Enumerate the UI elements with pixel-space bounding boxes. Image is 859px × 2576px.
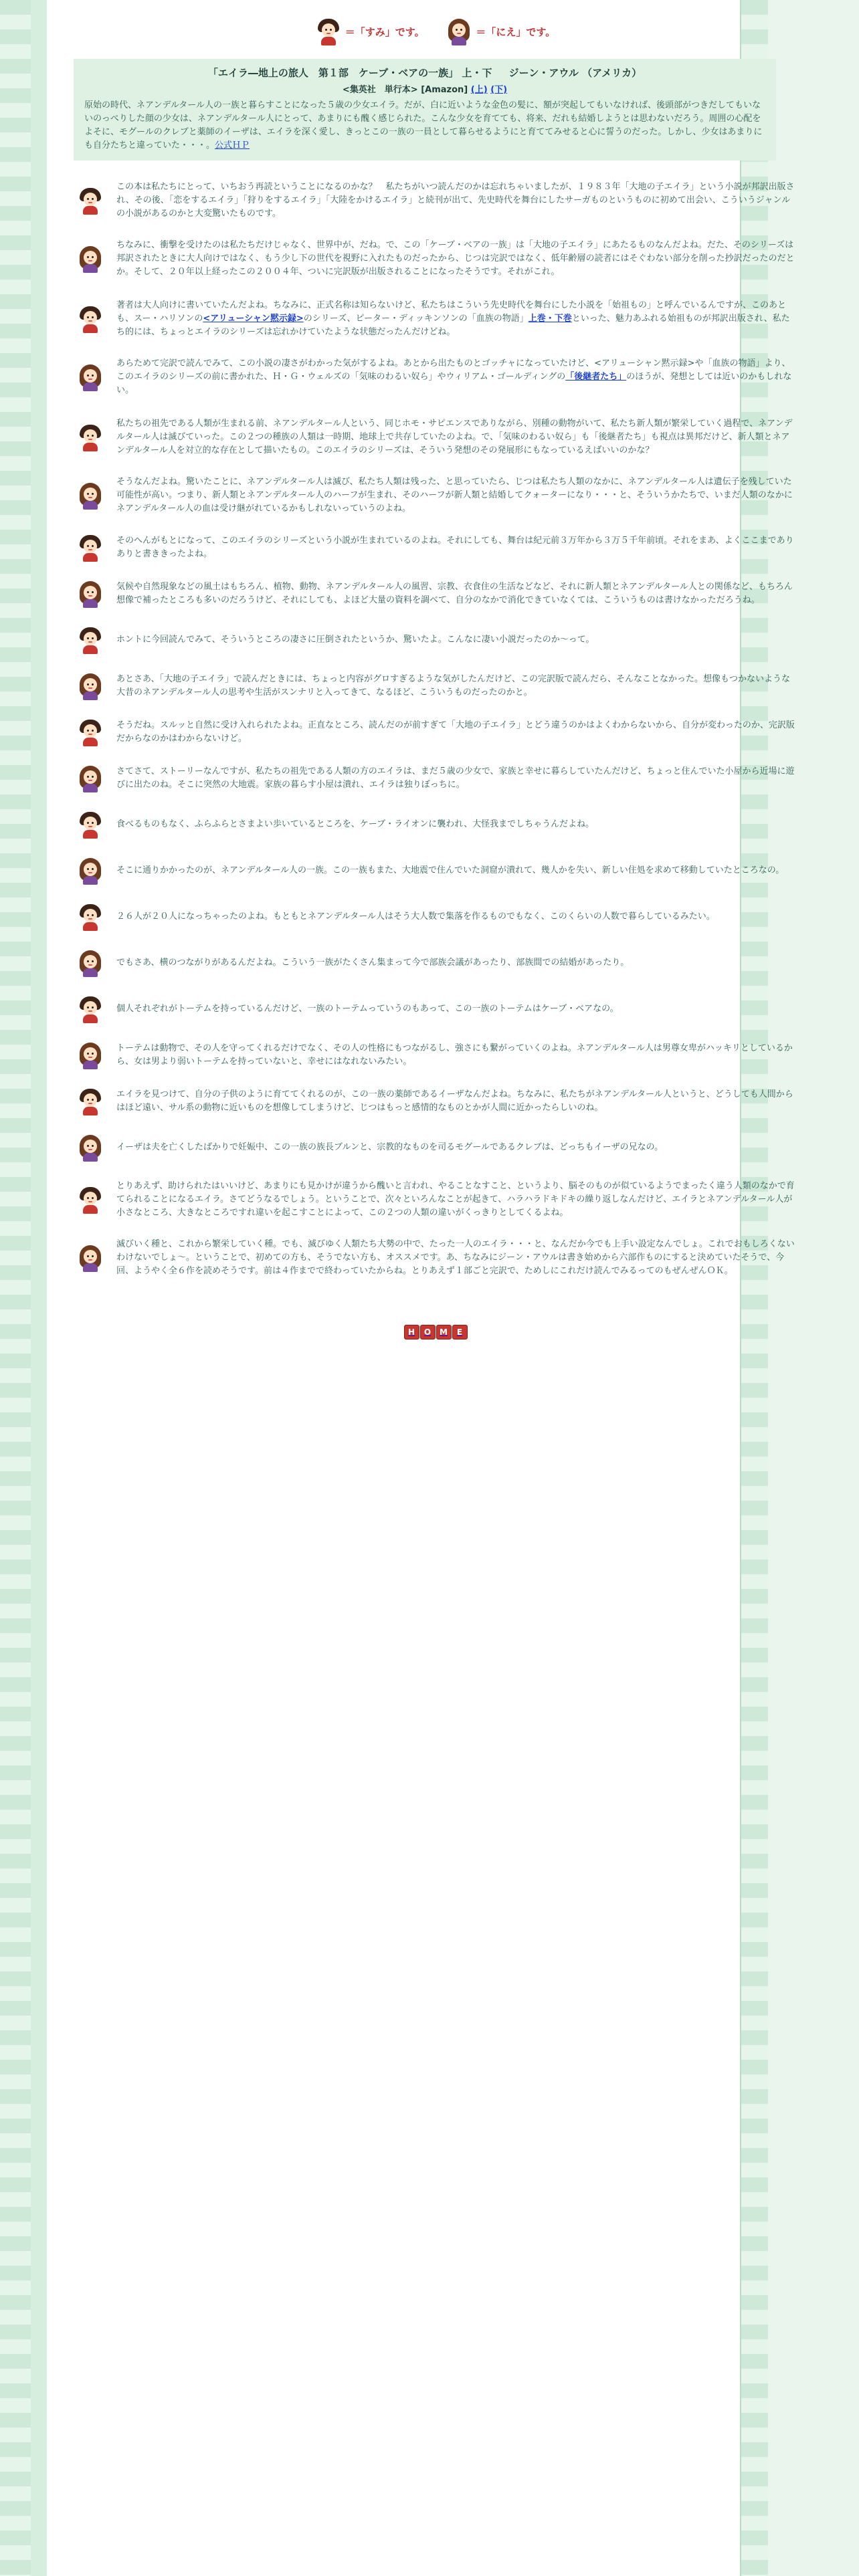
dialog-text (116, 580, 796, 607)
sumi-avatar-icon (78, 811, 103, 839)
sumi-avatar-icon (78, 1186, 103, 1214)
nie-avatar-icon (446, 17, 472, 45)
dialog-row (74, 299, 796, 339)
dialog-row (74, 534, 796, 562)
dialog-text (116, 818, 796, 831)
dialog-row (74, 764, 796, 792)
legend-nie (446, 17, 555, 45)
dialog-text (116, 1180, 796, 1220)
book-title: 「エイラ―地上の旅人 第１部 ケーブ・ベアの一族」 上・下 (207, 67, 492, 79)
dialog-row (74, 811, 796, 839)
dialog-text-part: 著者は大人向けに書いていたんだよね。ちなみに、正式名称は知らないけど、私たちはこういう先史時代を舞台にした小説を「始祖もの」と呼んでいるんですが、このあとも、スー・ハリソンの (116, 300, 787, 324)
dialog-text-part: ホントに今回読んでみて、そういうところの凄さに圧倒されたというか、驚いたよ。こんなに凄い小説だったのか～って。 (116, 635, 595, 645)
dialog-text-part: イーザは夫を亡くしたばかりで妊娠中、この一族の族長ブルンと、宗教的なものを司るモグールであるクレブは、どっちもイーザの兄なの。 (116, 1142, 664, 1152)
sumi-avatar-icon (78, 995, 103, 1023)
dialog-row (74, 718, 796, 746)
book-author: ジーン・アウル （アメリカ） (508, 67, 642, 79)
dialog-row (74, 903, 796, 931)
dialog-row (74, 1134, 796, 1162)
dialog-text (116, 864, 796, 877)
sumi-avatar-icon (78, 903, 103, 931)
sumi-avatar-icon (316, 17, 341, 45)
dialog-text-part: 私たちの祖先である人類が生まれる前、ネアンデルタール人という、同じホモ・サピエンスでありながら、別種の動物がいて、私たち新人類が繁栄していく過程で、ネアンデルタール人は滅びていった。この２つの種族の人類は一時期、地球上で共存していたのよね。で、「気味のわるい奴ら」も「後継者たち」も視点は異邦だけど、新人類とネアンデルタール人を対立的な存在として描いたもの。このエイラのシリーズは、そういう発想のその発展形にもなっているえばいいのかな？ (116, 419, 793, 455)
dialog-text (116, 299, 796, 339)
dialog-text (116, 534, 796, 561)
dialog-row (74, 1041, 796, 1069)
book-meta (84, 82, 765, 95)
sumi-avatar-icon (78, 423, 103, 451)
amazon-lower-link[interactable]: (下) (490, 85, 508, 95)
dialog-row (74, 857, 796, 885)
dialog-text-part: のシリーズ、ピーター・ディッキンソンの「血族の物語」 (303, 314, 529, 324)
home-button[interactable] (404, 1325, 468, 1339)
dialog-text (116, 181, 796, 221)
sumi-avatar-icon (78, 1087, 103, 1115)
dialog-row (74, 181, 796, 221)
dialog-text-part: エイラを見つけて、自分の子供のように育ててくれるのが、この一族の薬師であるイーザなんだよね。ちなみに、私たちがネアンデルタール人というと、どうしても人間からはほど遠い、サル系の動物に近いものを想像してしまうけど、じつはもっと感情的なものとかが人間に近かったらしいのね。 (116, 1089, 793, 1113)
dialog-text-part: あらためて完訳で読んでみて、この小説の凄さがわかった気がするよね。あとから出たものとゴッチャになっていたけど、<アリューシャン黙示録>や「血族の物語」より、このエイラのシリーズの前に書かれた、Ｈ・Ｇ・ウェルズの「気味のわるい奴ら」やウィリアム・ゴールディングの (116, 358, 791, 382)
dialog-row (74, 580, 796, 608)
dialog-text-part: あとさあ、「大地の子エイラ」で読んだときには、ちょっと内容がグロすぎるような気がしたんだけど、この完訳版で読んだら、そんなことなかった。想像もつかないような大昔のネアンデルタール人の思考や生活がスンナリと入ってきて、なるほど、こういうものだったのかと。 (116, 674, 790, 697)
dialog-text (116, 765, 796, 792)
dialog-row (74, 949, 796, 977)
dialog-row (74, 475, 796, 516)
dialog-row (74, 417, 796, 457)
dialog-row (74, 672, 796, 700)
nie-avatar-icon (78, 481, 103, 510)
book-summary-text: 原始の時代、ネアンデルタール人の一族と暮らすことになった５歳の少女エイラ。だが、白に近いような金色の髪に、額が突起してもいなければ、後頭部がつきだしてもいないのっぺりした顔の少女は、ネアンデルタール人にとって、あまりにも醜く感じられた。こんな少女を育てても、将来、だれも結婚しようとは思わないだろう。周囲の心配をよそに、モグールのクレブと薬師のイーザは、エイラを深く愛し、きっとこの一族の一員として暮らせるようにと育ててみせると心に誓うのだった。しかし、少女はあまりにも自分たちと違っていた・・・。 (84, 100, 763, 150)
dialog-text (116, 1002, 796, 1016)
dialog-text-part: トーテムは動物で、その人を守ってくれるだけでなく、その人の性格にもつながるし、強さにも繋がっていくのよね。ネアンデルタール人は男尊女卑がハッキリとしているから、女は男より弱いトーテムを持っていないと、幸せにはなれないみたい。 (116, 1043, 793, 1067)
dialog-text (116, 1238, 796, 1278)
dialog-row (74, 1180, 796, 1220)
dialog-row (74, 626, 796, 654)
dialog-text-part: この本は私たちにとって、いちおう再読ということになるのかな？ 私たちがいつ読んだのかは忘れちゃいましたが、１９８３年「大地の子エイラ」という小説が邦訳出版され、その後、「恋をするエイラ」「狩りをするエイラ」「大陸をかけるエイラ」と続刊が出て、先史時代を舞台にしたサーガものというものに初めて出会い、こういうジャンルの小説があるのかと大変驚いたものです。 (116, 182, 795, 219)
dialog-row (74, 995, 796, 1023)
dialog-text-part: そのへんがもとになって、このエイラのシリーズという小説が生まれているのよね。それにしても、舞台は紀元前３万年から３万５千年前頃。それをまあ、よくここまでありありと書ききったよね。 (116, 536, 794, 559)
page-content (74, 0, 797, 1339)
home-area (74, 1325, 797, 1339)
dialog-list (74, 181, 797, 1278)
left-decor-stripe (0, 0, 31, 2576)
dialog-text-part: とりあえず、助けられたはいいけど、あまりにも見かけが違うから醜いと言われ、やることなすこと、というより、脳そのものが似ているようでまったく違う人類のなかで育てられることになるエイラ。さてどうなるでしょう。ということで、次々といろんなことが起きて、ハラハラドキドキの繰り返しなんだけど、エイラとネアンデルタール人が小さなところ、大きなところですれ違いを起こすことによって、この２つの人類の違いがくっきりとしてくるよね。 (116, 1181, 795, 1218)
dialog-text (116, 1141, 796, 1154)
dialog-text-part: そこに通りかかったのが、ネアンデルタール人の一族。この一族もまた、大地震で住んでいた洞窟が潰れて、幾人かを失い、新しい住処を求めて移動していたところなの。 (116, 865, 785, 875)
sumi-avatar-icon (78, 718, 103, 746)
dialog-text-part: 滅びいく種と、これから繁栄していく種。でも、滅びゆく人類たち大勢の中で、たった一人のエイラ・・・と、なんだか今でも上手い設定なんでしょ。これでおもしろくないわけないでしょ～。ということで、初めての方も、そうでない方も、オススメです。あ、ちなみにジーン・アウルは書き始めから六部作ものにすると決めていたそうで、今回、ようやく全６作を読めそうです。前は４作までで終わっていたからね。とりあえず１部ごと完訳で、ためしにこれだけ読んでみるってのもぜんぜんＯＫ。 (116, 1239, 795, 1276)
book-title-line (84, 66, 765, 80)
sumi-avatar-icon (78, 534, 103, 562)
nie-avatar-icon (78, 245, 103, 273)
legend-sumi-label: ＝「すみ」です。 (345, 25, 425, 38)
amazon-upper-link[interactable]: (上) (470, 85, 488, 95)
sumi-avatar-icon (78, 626, 103, 654)
dialog-text-part: ちなみに、衝撃を受けたのは私たちだけじゃなく、世界中が、だね。で、この「ケーブ・ベアの一族」は「大地の子エイラ」にあたるものなんだよね。だた、そのシリーズは邦訳されたときに大人向けではなく、もう少し下の世代を視野に入れたものだったから、じつは完訳ではなく、低年齢層の読者にはそぐわない部分を削った抄訳だったのだとか。そして、２０年以上経ったこの２００４年、ついに完訳版が出版されることになったそうです。それがこれ。 (116, 240, 795, 277)
nie-avatar-icon (78, 580, 103, 608)
dialog-text (116, 417, 796, 457)
left-decor-band (31, 0, 47, 2576)
nie-avatar-icon (78, 1134, 103, 1162)
dialog-text-part: 個人それぞれがトーテムを持っているんだけど、一族のトーテムっていうのもあって、この一族のトーテムはケーブ・ベアなの。 (116, 1004, 619, 1014)
dialog-text (116, 1042, 796, 1069)
dialog-text-part: 気候や自然現象などの風土はもちろん、植物、動物、ネアンデルタール人の風習、宗教、衣食住の生活などなど、それに新人類とネアンデルタール人との関係など、もちろん想像で補ったところも多いのだろうけど、それにしても、よほど大量の資料を調べて、自分のなかで消化できていなくては、こういうものは書けなかっただろうね。 (116, 582, 793, 605)
nie-avatar-icon (78, 363, 103, 391)
home-letter: M (436, 1325, 452, 1339)
sumi-avatar-icon (78, 187, 103, 215)
home-letter: E (452, 1325, 468, 1339)
dialog-text (116, 673, 796, 700)
nie-avatar-icon (78, 1244, 103, 1272)
dialog-text (116, 239, 796, 279)
dialog-text-part: 食べるものもなく、ふらふらとさまよい歩いているところを、ケーブ・ライオンに襲われ、大怪我までしちゃうんだよね。 (116, 819, 595, 829)
dialog-text (116, 475, 796, 516)
book-summary (84, 99, 765, 152)
sumi-avatar-icon (78, 305, 103, 333)
official-site-link[interactable]: 公式ＨＰ (215, 140, 250, 150)
book-link[interactable]: 「後継者たち」 (565, 372, 627, 382)
nie-avatar-icon (78, 949, 103, 977)
dialog-text-part: そうなんだよね。驚いたことに、ネアンデルタール人は滅び、私たち人類は残った、と思っていたら、じつは私たち人類のなかに、ネアンデルタール人は遺伝子を残していた可能性が高い。つまり、新人類とネアンデルタール人のハーフが生まれ、そのハーフが新人類と結婚してクォーターになり・・・と、そういうかたちで、いまだ人類のなかにネアンデルタール人の血は受け継がれているかもしれないっていうのよね。 (116, 477, 793, 514)
dialog-row (74, 357, 796, 397)
dialog-text-part: でもさあ、横のつながりがあるんだよね。こういう一族がたくさん集まって今で部族会議があったり、部族間での結婚があったり。 (116, 958, 630, 968)
dialog-text-part: といった、魅力あふれる始祖ものが邦訳出版され、私たち的には、ちょっとエイラのシリーズは忘れかけていたような状態だったんだけどね。 (116, 314, 790, 337)
nie-avatar-icon (78, 672, 103, 700)
dialog-text (116, 910, 796, 924)
home-letter: O (420, 1325, 436, 1339)
dialog-text-part: のほうが、発想としては近いのかもしれない。 (116, 372, 792, 395)
legend-sumi (316, 17, 425, 45)
dialog-text-part: さてさて、ストーリーなんですが、私たちの祖先である人類の方のエイラは、まだ５歳の少女で、家族と幸せに暮らしていたんだけど、ちょっと住んでいた小屋から近場に遊びに出たのね。そこに突然の大地震。家族の暮らす小屋は潰れ、エイラは独りぼっちに。 (116, 766, 795, 790)
dialog-text (116, 719, 796, 746)
dialog-text-part: そうだね。スルッと自然に受け入れられたよね。正直なところ、読んだのが前すぎて「大地の子エイラ」とどう違うのかはよくわからないから、自分が変わったのか、完訳版だからなのかはわからないけど。 (116, 720, 795, 744)
book-link[interactable]: 上巻・下巻 (528, 314, 572, 324)
dialog-row (74, 239, 796, 279)
dialog-row (74, 1087, 796, 1115)
nie-avatar-icon (78, 857, 103, 885)
dialog-text (116, 357, 796, 397)
dialog-row (74, 1238, 796, 1278)
nie-avatar-icon (78, 1041, 103, 1069)
nie-avatar-icon (78, 764, 103, 792)
speaker-legend (74, 17, 797, 51)
dialog-text (116, 1088, 796, 1115)
dialog-text (116, 956, 796, 970)
home-letter: H (404, 1325, 419, 1339)
book-link[interactable]: <アリューシャン黙示録> (203, 314, 304, 324)
dialog-text-part: ２６人が２０人になっちゃったのよね。もともとネアンデルタール人はそう大人数で集落を作るものでもなく、このくらいの人数で暮らしているみたい。 (116, 911, 715, 922)
book-info-box (74, 59, 776, 160)
legend-nie-label: ＝「にえ」です。 (476, 25, 556, 38)
book-publisher: <集英社 単行本> (342, 85, 418, 95)
dialog-text (116, 633, 796, 647)
amazon-label: [Amazon] (421, 85, 468, 95)
